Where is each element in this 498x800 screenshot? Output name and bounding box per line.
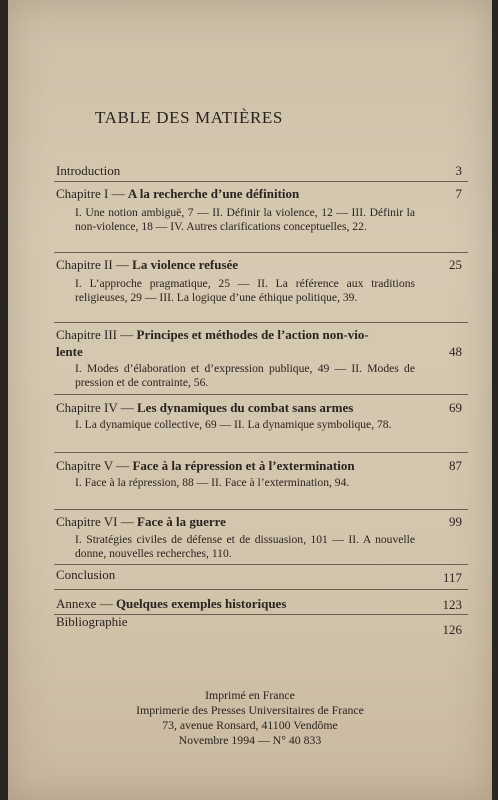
chapter-title: Principes et méthodes de l’action non-vio- <box>136 327 369 342</box>
chapter-sections: I. Stratégies civiles de défense et de dissuasion, 101 — II. A nouvelle donne, nouvelles recherches, 110. <box>75 533 415 560</box>
toc-entry-chapter-6 <box>56 514 462 530</box>
entry-label: Annexe <box>56 596 97 611</box>
divider <box>54 322 468 323</box>
dash: — <box>112 458 133 473</box>
divider <box>54 509 468 510</box>
toc-entry-introduction <box>56 163 462 179</box>
chapter-sections: I. Modes d’élaboration et d’expression publique, 49 — II. Modes de pression et de contrainte, 56. <box>75 362 415 389</box>
chapter-sections: I. Face à la répression, 88 — II. Face à l’extermination, 94. <box>75 476 350 489</box>
dash: — <box>117 514 137 529</box>
toc-entry-chapter-5 <box>56 458 462 474</box>
toc-entry-annexe <box>56 596 462 612</box>
chapter-label: Chapitre VI <box>56 514 118 529</box>
chapter-title-continued <box>56 344 462 360</box>
dash: — <box>117 327 137 342</box>
divider <box>54 252 468 253</box>
toc-entry-chapter-4 <box>56 400 462 416</box>
page-number: 123 <box>442 597 462 612</box>
page-number: 25 <box>449 257 462 272</box>
chapter-title: Face à la guerre <box>137 514 226 529</box>
imprint-line-1: Imprimé en France <box>205 688 295 702</box>
page-number: 7 <box>455 186 462 201</box>
chapter-title: La violence refusée <box>132 257 239 272</box>
chapter-title: A la recherche d’une définition <box>127 186 300 201</box>
divider <box>54 564 468 565</box>
chapter-label: Chapitre I <box>56 186 109 201</box>
toc-entry-chapter-2 <box>56 257 462 273</box>
chapter-label: Chapitre II <box>56 257 113 272</box>
page-number: 117 <box>442 570 462 585</box>
entry-title: Quelques exemples historiques <box>115 596 287 611</box>
toc-entry-chapter-1 <box>56 186 462 202</box>
page-number: 48 <box>449 344 462 359</box>
imprint-line-4: Novembre 1994 — N° 40 833 <box>178 733 322 747</box>
toc-entry-conclusion <box>56 567 462 583</box>
chapter-label: Chapitre III <box>56 327 118 342</box>
page-number: 126 <box>442 622 462 637</box>
chapter-title: Face à la répression et à l’extermination <box>132 458 355 473</box>
chapter-label: Chapitre IV <box>56 400 118 415</box>
divider <box>54 452 468 453</box>
chapter-title-line2: lente <box>56 344 83 359</box>
page-number: 87 <box>449 458 462 473</box>
imprint-line-3: 73, avenue Ronsard, 41100 Vendôme <box>162 718 338 732</box>
dash: — <box>96 596 116 611</box>
entry-label: Bibliographie <box>56 614 128 629</box>
entry-label: Introduction <box>56 163 121 178</box>
divider <box>54 181 468 182</box>
divider <box>54 394 468 395</box>
page-number: 69 <box>449 400 462 415</box>
toc-entry-chapter-3 <box>56 327 462 343</box>
page-number: 3 <box>455 163 462 178</box>
chapter-sections: I. La dynamique collective, 69 — II. La dynamique symbolique, 78. <box>75 418 392 431</box>
book-page <box>8 0 492 800</box>
dash: — <box>117 400 137 415</box>
entry-label: Conclusion <box>56 567 116 582</box>
dash: — <box>108 186 128 201</box>
dash: — <box>112 257 133 272</box>
imprint-line-2: Imprimerie des Presses Universitaires de France <box>136 703 364 717</box>
chapter-title: Les dynamiques du combat sans armes <box>137 400 354 415</box>
page-number: 99 <box>449 514 462 529</box>
chapter-label: Chapitre V <box>56 458 113 473</box>
divider <box>54 589 468 590</box>
chapter-sections: I. L’approche pragmatique, 25 — II. La référence aux traditions religieuses, 29 — III. La logique d’une éthique politique, 39. <box>75 277 415 304</box>
toc-entry-bibliographie <box>56 614 462 630</box>
chapter-sections: I. Une notion ambiguë, 7 — II. Définir la violence, 12 — III. Définir la non-violence, 18 — IV. Autres clarifications conceptuelles, 22. <box>75 206 415 233</box>
page-title: TABLE DES MATIÈRES <box>95 108 283 127</box>
